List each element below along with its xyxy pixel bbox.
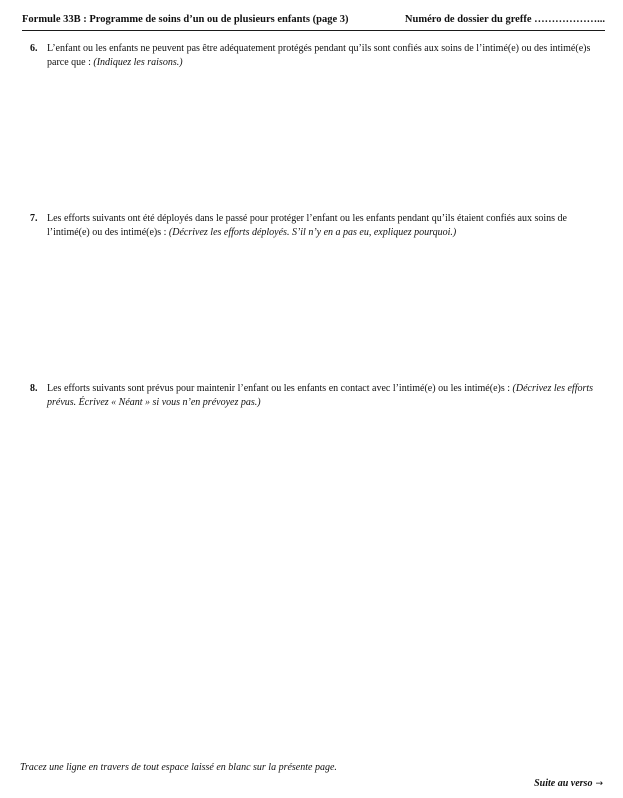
question-number: 8.	[30, 383, 38, 394]
question-text	[47, 382, 600, 409]
question-number: 6.	[30, 43, 38, 54]
page-header	[22, 12, 605, 31]
blank-space-instruction: Tracez une ligne en travers de tout espace laissé en blanc sur la présente page.	[20, 762, 337, 773]
question-instruction: (Décrivez les efforts déployés. S’il n’y en a pas eu, expliquez pourquoi.)	[168, 226, 457, 238]
continue-label: Suite au verso	[534, 778, 593, 789]
continue-on-back	[534, 778, 603, 789]
question-7	[30, 212, 600, 239]
form-title: Formule 33B : Programme de soins d’un ou de plusieurs enfants (page 3)	[22, 14, 349, 25]
question-number: 7.	[30, 213, 38, 224]
question-prompt: L’enfant ou les enfants ne peuvent pas être adéquatement protégés pendant qu’ils sont confiés aux soins de l’intimé(e) ou des intimé(e)s parce que :	[47, 43, 591, 68]
question-prompt: Les efforts suivants sont prévus pour maintenir l’enfant ou les enfants en contact avec l’intimé(e) ou les intimé(e)s :	[47, 383, 513, 394]
question-text	[47, 212, 600, 239]
question-instruction: (Indiquez les raisons.)	[93, 56, 183, 68]
court-file-number-label: Numéro de dossier du greffe ………………...	[404, 14, 605, 25]
question-instruction: (Décrivez les efforts prévus. Écrivez « Néant » si vous n’en prévoyez pas.)	[47, 383, 594, 408]
question-6	[30, 42, 600, 69]
question-8	[30, 382, 600, 409]
question-text	[47, 42, 600, 69]
question-prompt: Les efforts suivants ont été déployés dans le passé pour protéger l’enfant ou les enfants pendant qu’ils étaient confiés aux soins de l’intimé(e) ou des intimé(e)s :	[47, 213, 567, 238]
arrow-right-icon: →	[595, 779, 603, 789]
